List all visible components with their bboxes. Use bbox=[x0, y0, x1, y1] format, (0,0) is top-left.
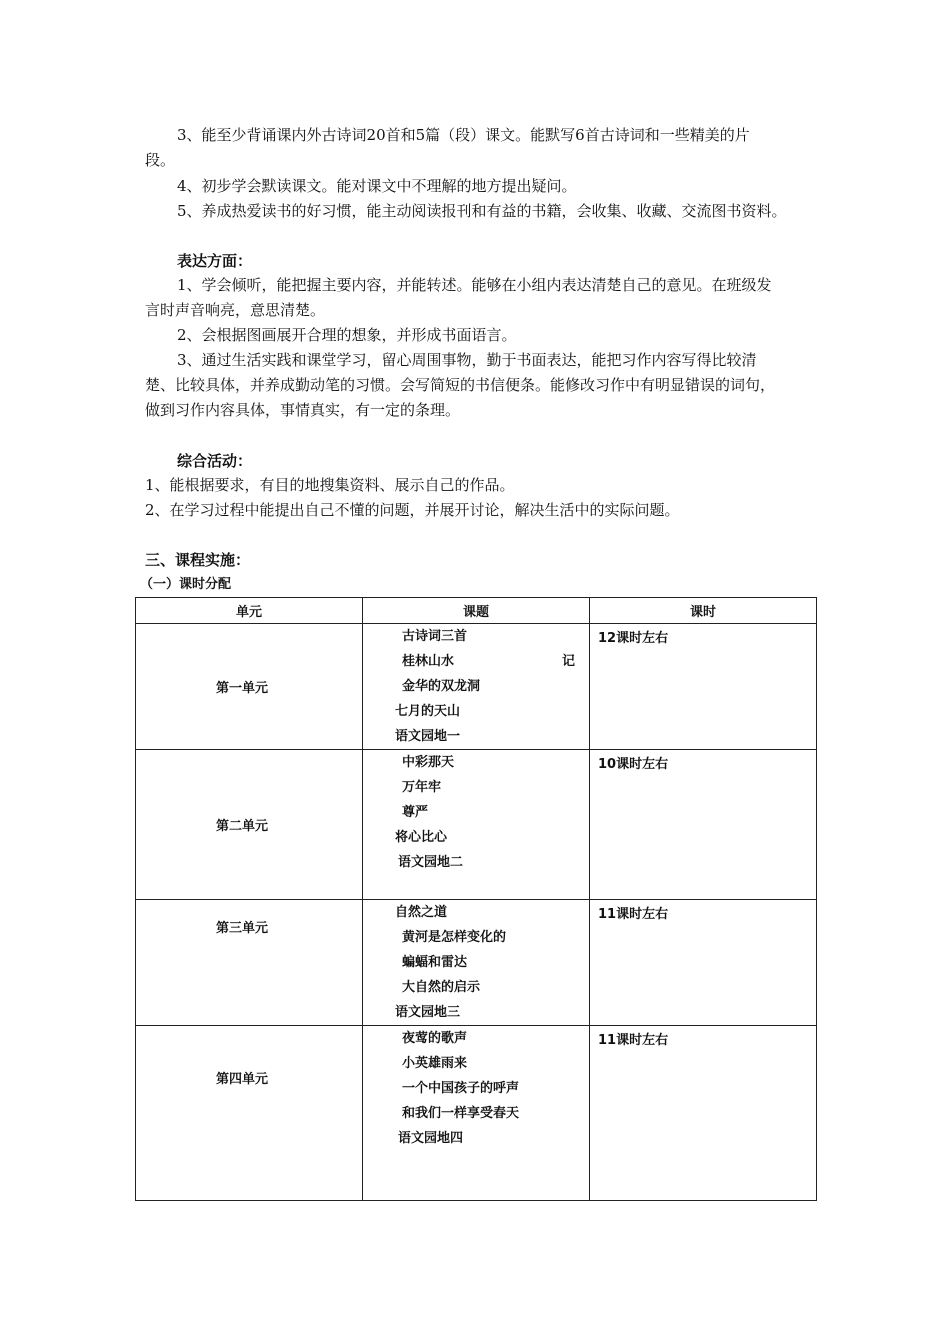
header-lesson: 课题 bbox=[363, 598, 590, 624]
activities-item-1: 1、能根据要求，有目的地搜集资料、展示自己的作品。 bbox=[145, 476, 515, 494]
unit-cell bbox=[136, 1026, 363, 1201]
table-row bbox=[136, 1026, 817, 1201]
expression-item-3-line3: 做到习作内容具体，事情真实，有一定的条理。 bbox=[145, 401, 461, 419]
lesson-item: 语文园地一 bbox=[395, 729, 461, 744]
reading-item-4: 4、初步学会默读课文。能对课文中不理解的地方提出疑问。 bbox=[177, 177, 577, 195]
lesson-item: 大自然的启示 bbox=[402, 980, 481, 995]
unit-label: 第三单元 bbox=[215, 921, 268, 936]
table-row bbox=[136, 900, 817, 1026]
unit-label: 第二单元 bbox=[215, 819, 268, 834]
lesson-item: 一个中国孩子的呼声 bbox=[402, 1081, 520, 1096]
lesson-item: 尊严 bbox=[402, 805, 429, 820]
unit-label: 第四单元 bbox=[215, 1072, 268, 1087]
reading-item-5: 5、养成热爱读书的好习惯，能主动阅读报刊和有益的书籍，会收集、收藏、交流图书资料。 bbox=[177, 202, 787, 220]
lesson-item: 万年牢 bbox=[402, 780, 442, 795]
lesson-item: 金华的双龙洞 bbox=[402, 679, 481, 694]
hours-cell: 10课时左右 bbox=[590, 750, 817, 900]
hours-cell: 12课时左右 bbox=[590, 624, 817, 750]
lesson-item: 蝙蝠和雷达 bbox=[402, 955, 468, 970]
activities-heading: 综合活动： bbox=[177, 452, 253, 470]
unit-cell bbox=[136, 624, 363, 750]
reading-item-3-line2: 段。 bbox=[145, 151, 176, 169]
lesson-item bbox=[379, 649, 589, 674]
lesson-item: 七月的天山 bbox=[395, 704, 461, 719]
table-header-row bbox=[136, 598, 817, 624]
lesson-item: 中彩那天 bbox=[402, 755, 455, 770]
reading-item-3-line1: 3、能至少背诵课内外古诗词20首和5篇（段）课文。能默写6首古诗词和一些精美的片 bbox=[177, 126, 750, 144]
activities-item-2: 2、在学习过程中能提出自己不懂的问题，并展开讨论，解决生活中的实际问题。 bbox=[145, 501, 680, 519]
lessons-cell bbox=[363, 624, 590, 750]
expression-item-3-line1: 3、通过生活实践和课堂学习，留心周围事物，勤于书面表达，能把习作内容写得比较清 bbox=[177, 351, 757, 369]
expression-item-3-line2: 楚、比较具体，并养成勤动笔的习惯。会写简短的书信便条。能修改习作中有明显错误的词句， bbox=[145, 376, 776, 394]
expression-item-2: 2、会根据图画展开合理的想象，并形成书面语言。 bbox=[177, 326, 517, 344]
lesson-mark: 记 bbox=[561, 654, 575, 669]
expression-heading: 表达方面： bbox=[177, 252, 253, 270]
lesson-item: 古诗词三首 bbox=[402, 629, 468, 644]
lesson-item: 自然之道 bbox=[395, 905, 448, 920]
lesson-item: 语文园地三 bbox=[395, 1005, 461, 1020]
allocation-subheading: （一）课时分配 bbox=[140, 577, 232, 592]
implementation-heading: 三、课程实施： bbox=[145, 551, 251, 569]
table-row bbox=[136, 624, 817, 750]
expression-item-1-line2: 言时声音响亮，意思清楚。 bbox=[145, 301, 326, 319]
header-unit: 单元 bbox=[136, 598, 363, 624]
lessons-cell bbox=[363, 900, 590, 1026]
lessons-cell bbox=[363, 1026, 590, 1201]
lesson-item: 语文园地二 bbox=[398, 855, 464, 870]
lesson-item: 小英雄雨来 bbox=[402, 1056, 468, 1071]
unit-cell bbox=[136, 900, 363, 1026]
lesson-item: 黄河是怎样变化的 bbox=[402, 930, 507, 945]
header-hours: 课时 bbox=[590, 598, 817, 624]
unit-label: 第一单元 bbox=[215, 681, 268, 696]
lesson-item: 和我们一样享受春天 bbox=[402, 1106, 520, 1121]
lesson-item: 夜莺的歌声 bbox=[402, 1031, 468, 1046]
lessons-cell bbox=[363, 750, 590, 900]
expression-item-1-line1: 1、学会倾听，能把握主要内容，并能转述。能够在小组内表达清楚自己的意见。在班级发 bbox=[177, 276, 772, 294]
lesson-allocation-table bbox=[135, 597, 817, 1201]
hours-cell: 11课时左右 bbox=[590, 900, 817, 1026]
lesson-item: 语文园地四 bbox=[398, 1131, 464, 1146]
lesson-title: 桂林山水 bbox=[402, 654, 455, 669]
lesson-item: 将心比心 bbox=[395, 830, 448, 845]
hours-cell: 11课时左右 bbox=[590, 1026, 817, 1201]
table-row bbox=[136, 750, 817, 900]
unit-cell bbox=[136, 750, 363, 900]
